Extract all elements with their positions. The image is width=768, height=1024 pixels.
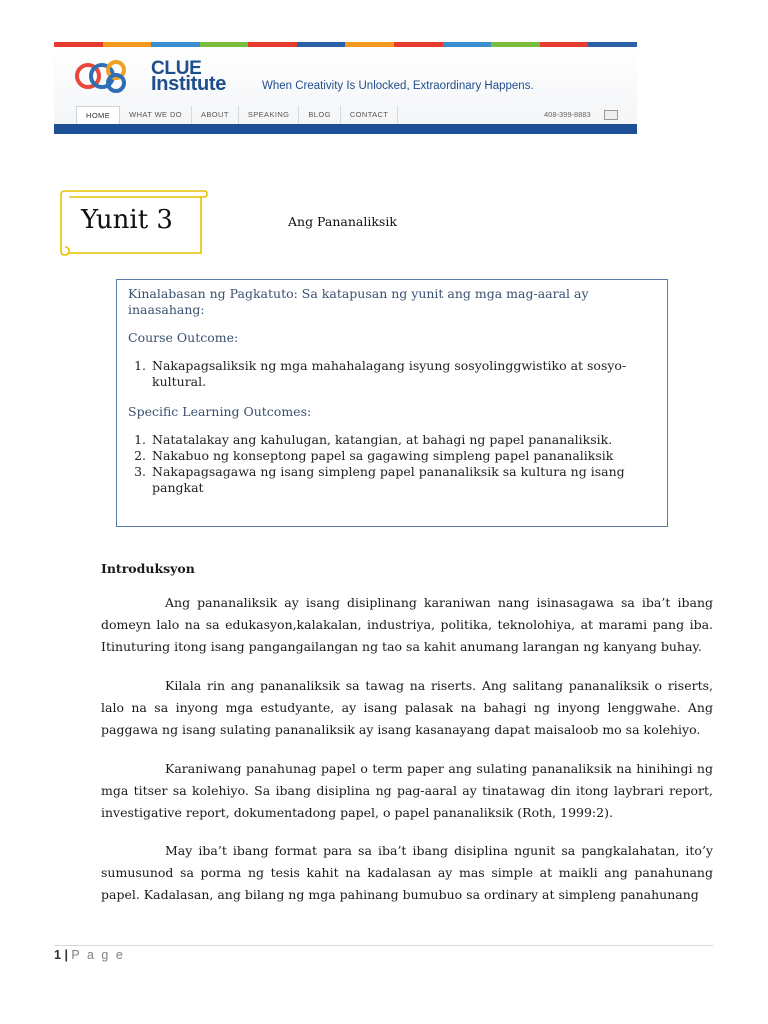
stripe-segment bbox=[151, 42, 200, 47]
page-footer bbox=[54, 948, 125, 962]
paragraph: Ang pananaliksik ay isang disiplinang karaniwan nang isinasagawa sa iba’t ibang domeyn lalo na sa edukasyon,kalakalan, industriya, politika, teknolohiya, at marami pang iba. Itinuturing itong isang pangangailangan ng tao sa kahit anumang larangan ng kanyang buhay. bbox=[101, 595, 713, 654]
page-label: P a g e bbox=[71, 948, 125, 962]
nav-contact[interactable]: CONTACT bbox=[341, 106, 399, 124]
site-nav bbox=[76, 106, 398, 124]
clue-logo-icon bbox=[74, 56, 134, 96]
header-banner bbox=[54, 42, 637, 134]
nav-what-we-do[interactable]: WHAT WE DO bbox=[120, 106, 192, 124]
outcomes-intro: Kinalabasan ng Pagkatuto: Sa katapusan ng yunit ang mga mag-aaral ay inaasahang: bbox=[128, 286, 589, 317]
unit-title: Yunit 3 bbox=[81, 205, 173, 235]
stripe-segment bbox=[588, 42, 637, 47]
list-item: 1. Nakapagsaliksik ng mga mahahalagang isyung sosyolinggwistiko at sosyo-kultural. bbox=[150, 358, 655, 390]
paragraph: May iba’t ibang format para sa iba’t ibang disiplina ngunit sa pangkalahatan, ito’y sumusunod sa porma ng tesis kahit na kadalasan ay mas simple at maikli ang panahunang papel. Kadalasan, ang bilang ng mga pahinang bumubuo sa ordinary at simpleng panahunang bbox=[101, 843, 713, 902]
list-item: 1. Natatalakay ang kahulugan, katangian, at bahagi ng papel pananaliksik. bbox=[150, 432, 655, 448]
stripe-segment bbox=[443, 42, 492, 47]
course-outcome-list bbox=[128, 358, 655, 390]
mail-icon[interactable] bbox=[604, 110, 618, 120]
list-item: 3. Nakapagsagawa ng isang simpleng papel pananaliksik sa kultura ng isang pangkat bbox=[150, 464, 655, 496]
brand-name: CLUE bbox=[151, 58, 202, 79]
specific-outcomes-heading: Specific Learning Outcomes: bbox=[128, 404, 312, 419]
brand-subname: Institute bbox=[151, 73, 227, 95]
stripe-segment bbox=[491, 42, 540, 47]
course-outcome-heading: Course Outcome: bbox=[128, 330, 239, 345]
nav-blog[interactable]: BLOG bbox=[299, 106, 340, 124]
stripe-segment bbox=[200, 42, 249, 47]
stripe-segment bbox=[394, 42, 443, 47]
stripe-segment bbox=[297, 42, 346, 47]
specific-outcomes-list bbox=[128, 432, 655, 496]
stripe-segment bbox=[248, 42, 297, 47]
brand-tagline: When Creativity Is Unlocked, Extraordinary Happens. bbox=[262, 80, 534, 92]
paragraph: Karaniwang panahunag papel o term paper ang sulating pananaliksik na hinihingi ng mga titser sa kolehiyo. Sa ibang disiplina ng pag-aaral ay tinatawag din itong laybrari report, investigative report, dokumentadong papel, o papel pananaliksik (Roth, 1999:2). bbox=[101, 761, 713, 820]
nav-home[interactable]: HOME bbox=[76, 106, 120, 124]
list-item: 2. Nakabuo ng konseptong papel sa gagawing simpleng papel pananaliksik bbox=[150, 448, 655, 464]
stripe-segment bbox=[54, 42, 103, 47]
nav-speaking[interactable]: SPEAKING bbox=[239, 106, 300, 124]
section-heading: Introduksyon bbox=[101, 561, 195, 576]
phone-number: 408-399-8883 bbox=[544, 110, 591, 119]
footer-divider bbox=[54, 945, 713, 946]
learning-outcomes-box bbox=[116, 279, 668, 527]
unit-topic: Ang Pananaliksik bbox=[288, 214, 397, 229]
header-bottom-bar bbox=[54, 124, 637, 134]
stripe-segment bbox=[103, 42, 152, 47]
page-number: 1 bbox=[54, 948, 61, 962]
footer-separator: | bbox=[64, 948, 68, 962]
paragraph: Kilala rin ang pananaliksik sa tawag na riserts. Ang salitang pananaliksik o riserts, lalo na sa inyong mga estudyante, ay isang palasak na bahagi ng inyong lenggwahe. Ang paggawa ng isang sulating pananaliksik ay isang kasanayang dapat maisaloob mo sa kolehiyo. bbox=[101, 678, 713, 737]
color-stripe bbox=[54, 42, 637, 47]
stripe-segment bbox=[540, 42, 589, 47]
stripe-segment bbox=[345, 42, 394, 47]
nav-about[interactable]: ABOUT bbox=[192, 106, 239, 124]
